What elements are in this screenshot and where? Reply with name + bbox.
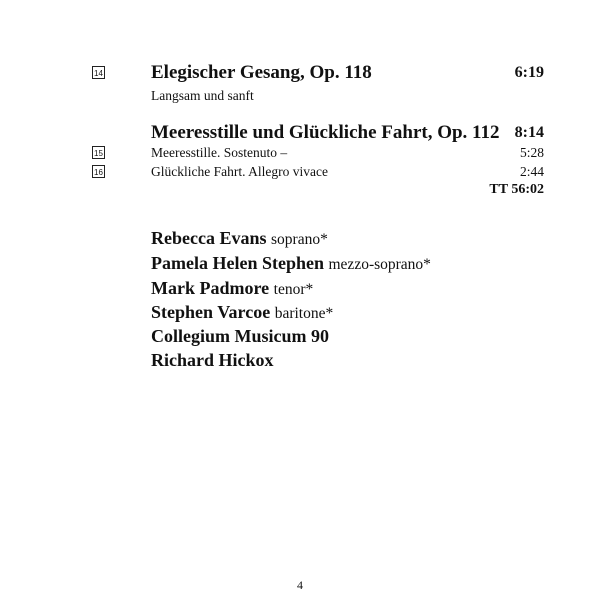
work-duration: 6:19 [514,64,544,81]
track-number-box: 15 [92,146,105,159]
performer-role: mezzo-soprano* [328,256,431,273]
performer-line [151,302,333,323]
work-title: Elegischer Gesang, Op. 118 [151,62,372,83]
performer-role: baritone* [274,305,334,322]
performer-line [151,326,329,347]
performer-line [151,350,274,371]
movement-title: Meeresstille. Sostenuto – [151,145,288,160]
performer-line [151,278,313,299]
performer-role: soprano* [271,231,328,248]
work-title: Meeresstille und Glückliche Fahrt, Op. 112 [151,122,500,143]
performer-name: Collegium Musicum 90 [151,326,329,346]
performer-name: Mark Padmore [151,278,270,298]
page-number: 4 [297,578,303,592]
movement-duration: 5:28 [519,145,544,160]
performer-role: tenor* [273,281,314,298]
movement-title: Glückliche Fahrt. Allegro vivace [151,164,328,179]
work-duration: 8:14 [514,124,544,141]
performer-name: Rebecca Evans [151,228,267,248]
track-number-box: 16 [92,165,105,178]
performer-line [151,228,328,249]
movement-duration: 2:44 [519,164,544,179]
movement-subtitle: Langsam und sanft [151,88,254,103]
track-number-box: 14 [92,66,105,79]
performer-name: Richard Hickox [151,350,274,370]
performer-name: Stephen Varcoe [151,302,271,322]
performer-line [151,253,431,274]
total-time: TT 56:02 [489,182,544,197]
performer-name: Pamela Helen Stephen [151,253,324,273]
